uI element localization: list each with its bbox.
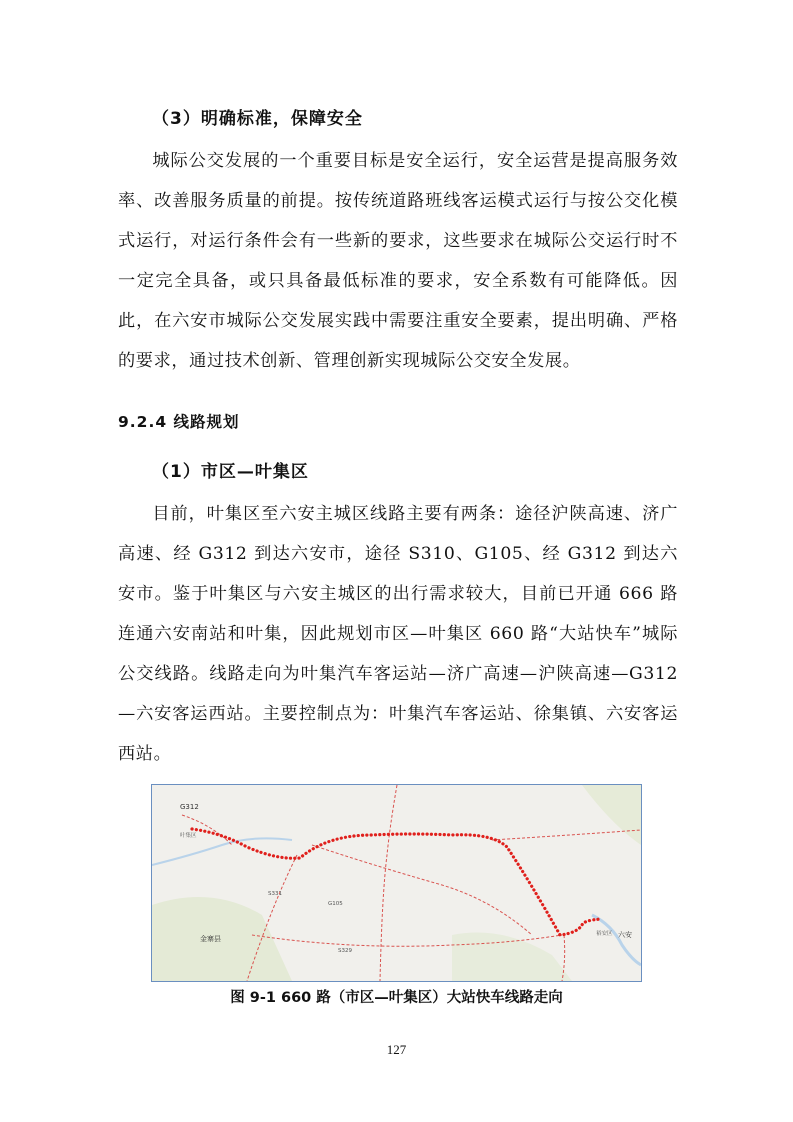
paragraph-safety: 城际公交发展的一个重要目标是安全运行，安全运营是提高服务效率、改善服务质量的前提。按传统道路班线客运模式运行与按公交化模式运行，对运行条件会有一些新的要求，这些要求在城际公交运行时不一定完全具备，或只具备最低标准的要求，安全系数有可能降低。因此，在六安市城际公交发展实践中需要注重安全要素，提出明确、严格的要求，通过技术创新、管理创新实现城际公交安全发展。	[118, 151, 678, 371]
figure-caption: 图 9-1 660 路（市区—叶集区）大站快车线路走向	[230, 990, 563, 1006]
section-heading-safety: （3）明确标准，保障安全	[152, 109, 363, 129]
map-label-luan: 六安	[618, 931, 632, 939]
map-label-s331: S331	[268, 891, 282, 897]
page-number: 127	[386, 1042, 407, 1057]
route-map	[151, 784, 642, 982]
map-label-g105: G105	[328, 901, 343, 907]
map-label-yeji: 叶集区	[180, 833, 197, 839]
map-label-g312: G312	[180, 803, 199, 811]
map-label-luan-district: 裕安区	[596, 931, 613, 937]
map-label-s329: S329	[338, 948, 352, 954]
route-map-svg	[152, 785, 641, 981]
map-label-jinzhai: 金寨县	[200, 935, 221, 943]
paragraph-yeji: 目前，叶集区至六安主城区线路主要有两条：途径沪陕高速、济广高速、经 G312 到达六安市，途径 S310、G105、经 G312 到达六安市。鉴于叶集区与六安主城区的出行需求较大，目前已开通 666 路连通六安南站和叶集，因此规划市区—叶集区 660 路“大站快车”城际公交线路。线路走向为叶集汽车客运站—济广高速—沪陕高速—G312—六安客运西站。主要控制点为：叶集汽车客运站、徐集镇、六安客运西站。	[118, 504, 678, 764]
section-heading-yeji: （1）市区—叶集区	[152, 462, 309, 482]
section-heading-route-planning: 9.2.4 线路规划	[118, 413, 240, 431]
